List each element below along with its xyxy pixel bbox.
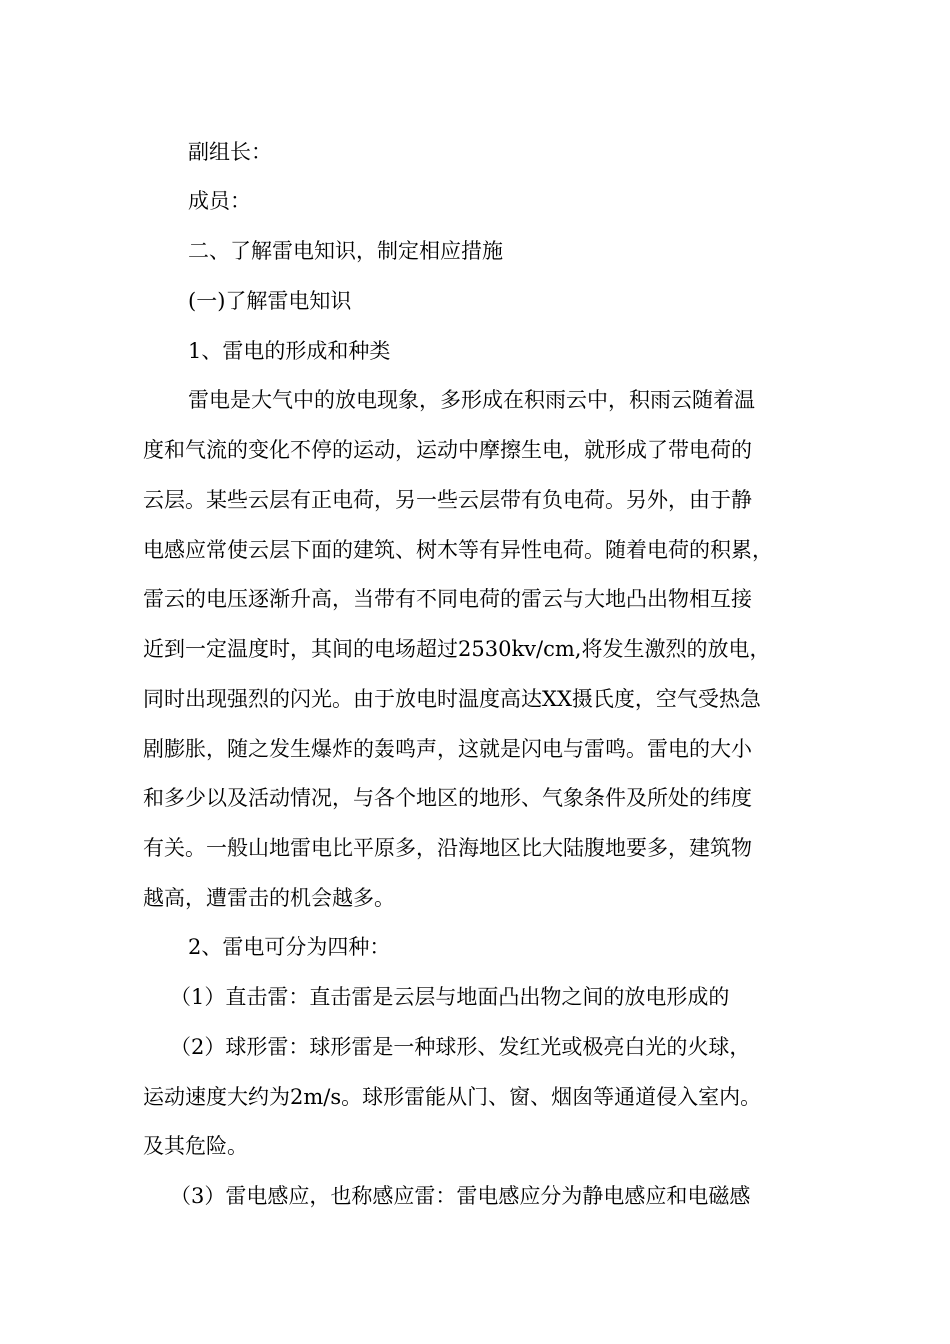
item-heading-1: 1、雷电的形成和种类 (188, 339, 391, 363)
item-heading-2: 2、雷电可分为四种： (188, 935, 391, 959)
paragraph-line: 运动速度大约为2m/s。球形雷能从门、窗、烟囱等通道侵入室内。 (143, 1085, 762, 1109)
text-line-deputy-leader: 副组长： (188, 140, 272, 164)
list-item-induced-lightning: （3）雷电感应，也称感应雷：雷电感应分为静电感应和电磁感 (170, 1184, 751, 1208)
paragraph-line: 雷云的电压逐渐升高，当带有不同电荷的雷云与大地凸出物相互接 (143, 587, 752, 611)
paragraph-line: 云层。某些云层有正电荷，另一些云层带有负电荷。另外，由于静 (143, 488, 752, 512)
paragraph-line: 近到一定温度时，其间的电场超过2530kv/cm,将发生激烈的放电， (143, 637, 771, 661)
paragraph-line: 电感应常使云层下面的建筑、树木等有异性电荷。随着电荷的积累， (143, 538, 773, 562)
paragraph-line: 越高，遭雷击的机会越多。 (143, 886, 395, 910)
paragraph-line: 和多少以及活动情况，与各个地区的地形、气象条件及所处的纬度 (143, 786, 752, 810)
list-item-ball-lightning: （2）球形雷：球形雷是一种球形、发红光或极亮白光的火球， (170, 1035, 751, 1059)
paragraph-line: 雷电是大气中的放电现象，多形成在积雨云中，积雨云随着温 (188, 388, 755, 412)
list-item-direct-lightning: （1）直击雷：直击雷是云层与地面凸出物之间的放电形成的 (170, 985, 730, 1009)
paragraph-line: 同时出现强烈的闪光。由于放电时温度高达XX摄氏度，空气受热急 (143, 687, 761, 711)
paragraph-line: 有关。一般山地雷电比平原多，沿海地区比大陆腹地要多，建筑物 (143, 836, 752, 860)
subsection-heading-1: (一)了解雷电知识 (188, 289, 352, 313)
section-heading-2: 二、了解雷电知识，制定相应措施 (188, 239, 503, 263)
paragraph-line: 度和气流的变化不停的运动，运动中摩擦生电，就形成了带电荷的 (143, 438, 752, 462)
paragraph-line: 剧膨胀，随之发生爆炸的轰鸣声，这就是闪电与雷鸣。雷电的大小 (143, 737, 752, 761)
text-line-members: 成员： (188, 189, 251, 213)
paragraph-line: 及其危险。 (143, 1134, 248, 1158)
